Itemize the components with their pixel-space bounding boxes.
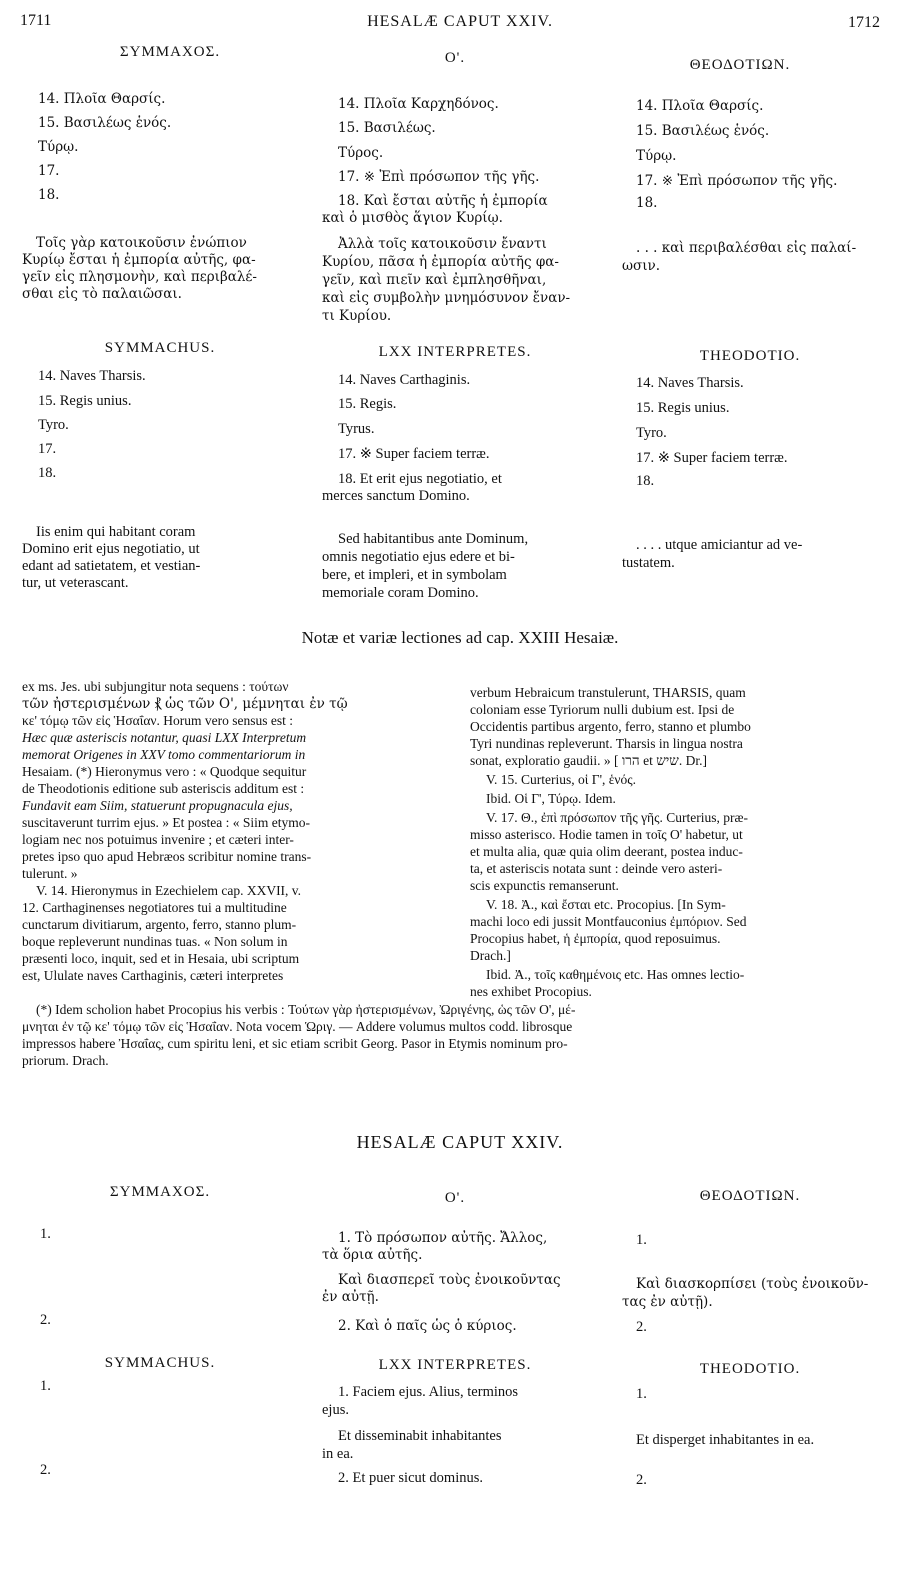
header-symmachus-greek-2: ΣΥΜΜΑΧΟΣ. <box>109 1184 211 1200</box>
verse-line: 18. <box>38 187 60 203</box>
verse-line: 1. <box>636 1232 647 1248</box>
footnote-line: impressos habere Ἠσαΐας, cum spiritu leni, et sic etiam scribit Georg. Pasor in Etymis nominum pro- <box>22 1036 568 1051</box>
note-line: sonat, exploratio gaudii. » [ הרו et שיש. Dr.] <box>470 753 707 768</box>
header-theodotion-latin-2: THEODOTIO. <box>699 1361 801 1377</box>
para-line: γεῖν εἰς πλησμονὴν, καὶ περιβαλέ- <box>22 269 257 285</box>
verse-line: 18. Καὶ ἔσται αὐτῆς ἡ ἐμπορία <box>338 193 548 209</box>
verse-line: Tyro. <box>636 425 667 441</box>
header-theodotion-greek: ΘΕΟΔΟΤΙΩΝ. <box>689 57 791 73</box>
header-symmachus-latin-2: SYMMACHUS. <box>104 1355 216 1371</box>
verse-line: 2. Et puer sicut dominus. <box>338 1470 483 1486</box>
verse-line: Καὶ διασκορπίσει (τοὺς ἐνοικοῦν- <box>636 1276 869 1292</box>
footnote-line: μνηται ἐν τῷ κε' τόμῳ τῶν εἰς Ἡσαΐαν. Nota vocem Ὡριγ. — Addere volumus multos codd. librosque <box>22 1019 573 1034</box>
footnote-line: priorum. Drach. <box>22 1053 109 1068</box>
note-line: κε' τόμῳ τῶν εἰς Ἡσαΐαν. Horum vero sensus est : <box>22 713 294 728</box>
para-line: bere, et impleri, et in symbolam <box>322 567 507 583</box>
verse-line: 14. Πλοῖα Θαρσίς. <box>636 98 764 114</box>
header-theodotion-latin: THEODOTIO. <box>699 348 801 364</box>
note-line: Ibid. Ἀ., τοῖς καθημένοις etc. Has omnes lectio- <box>486 967 745 982</box>
note-line: logiam nec nos potuimus invenire ; et cæteri inter- <box>22 832 294 847</box>
verse-line: 2. <box>40 1312 51 1328</box>
para-line: omnis negotiatio ejus edere et bi- <box>322 549 515 565</box>
verse-line: merces sanctum Domino. <box>322 488 470 504</box>
verse-line: 1. Τὸ πρόσωπον αὐτῆς. Ἄλλος, <box>338 1230 548 1246</box>
verse-line: Et disseminabit inhabitantes <box>338 1428 502 1444</box>
para-line: . . . καὶ περιβαλέσθαι εἰς παλαί- <box>636 240 857 256</box>
note-line: 12. Carthaginenses negotiatores tui a multitudine <box>22 900 287 915</box>
verse-line: 14. Πλοῖα Καρχηδόνος. <box>338 96 499 112</box>
note-line: suscitaverunt turrim ejus. » Et postea : « Siim etymo- <box>22 815 310 830</box>
note-line: cunctarum divitiarum, argento, ferro, stanno plum- <box>22 917 297 932</box>
verse-line: 18. <box>636 195 658 211</box>
verse-line: 15. Regis. <box>338 396 397 412</box>
note-line: machi loco edi jussit Montfauconius ἐμπόριον. Sed <box>470 914 747 929</box>
verse-line: 17. <box>38 163 60 179</box>
verse-line: 15. Βασιλέως ἑνός. <box>636 123 770 139</box>
note-line: et multa alia, quæ quia olim deerant, postea induc- <box>470 844 743 859</box>
verse-line: 1. <box>40 1226 51 1242</box>
header-lxx-latin: LXX INTERPRETES. <box>378 344 532 360</box>
verse-line: 18. <box>38 465 57 481</box>
para-line: Κυρίου, πᾶσα ἡ ἐμπορία αὐτῆς φα- <box>322 254 559 270</box>
verse-line: ἐν αὐτῇ. <box>322 1289 379 1305</box>
verse-line: καὶ ὁ μισθὸς ἅγιον Κυρίῳ. <box>322 210 503 226</box>
verse-line: 15. Regis unius. <box>636 400 730 416</box>
note-line: boque repleverunt nundinas tuas. « Non solum in <box>22 934 288 949</box>
verse-line: 2. <box>40 1462 51 1478</box>
note-line: misso asterisco. Hodie tamen in τοῖς Ο' habetur, ut <box>470 827 743 842</box>
note-line: V. 15. Curterius, οἱ Γ', ἑνός. <box>486 772 636 787</box>
para-line: σθαι εἰς τὸ παλαιῶσαι. <box>22 286 182 302</box>
verse-line: 17. ※ Super faciem terræ. <box>338 446 490 462</box>
verse-line: 14. Naves Tharsis. <box>636 375 744 391</box>
verse-line: 15. Regis unius. <box>38 393 132 409</box>
note-line: verbum Hebraicum transtulerunt, THARSIS, quam <box>470 685 746 700</box>
verse-line: 18. <box>636 473 655 489</box>
para-line: . . . . utque amiciantur ad ve- <box>636 537 803 553</box>
note-line: Drach.] <box>470 948 511 963</box>
verse-line: in ea. <box>322 1446 354 1462</box>
verse-line: Καὶ διασπερεῖ τοὺς ἐνοικοῦντας <box>338 1272 561 1288</box>
verse-line: ejus. <box>322 1402 349 1418</box>
header-symmachus-latin: SYMMACHUS. <box>104 340 216 356</box>
verse-line: Tyro. <box>38 417 69 433</box>
para-line: tur, ut veterascant. <box>22 575 129 591</box>
note-line: nes exhibet Procopius. <box>470 984 592 999</box>
verse-line: 2. <box>636 1319 647 1335</box>
note-line: Procopius habet, ἡ ἐμπορία, quod reposuimus. <box>470 931 721 946</box>
verse-line: 18. Et erit ejus negotiatio, et <box>338 471 502 487</box>
note-line: memorat Origenes in XXV tomo commentariorum in <box>22 747 306 762</box>
para-line: ωσιν. <box>622 258 661 274</box>
note-line: Fundavit eam Siim, statuerunt propugnacula ejus, <box>22 798 293 813</box>
verse-line: Tyrus. <box>338 421 375 437</box>
verse-line: Et disperget inhabitantes in ea. <box>636 1432 815 1448</box>
para-line: tustatem. <box>622 555 675 571</box>
verse-line: Τύρος. <box>338 145 384 161</box>
para-line: edant ad satietatem, et vestian- <box>22 558 201 574</box>
note-line: ex ms. Jes. ubi subjungitur nota sequens : τούτων <box>22 679 289 694</box>
verse-line: 2. <box>636 1472 647 1488</box>
page-number-left: 1711 <box>20 12 52 29</box>
verse-line: Τύρῳ. <box>38 139 79 155</box>
header-lxx-latin-2: LXX INTERPRETES. <box>378 1357 532 1373</box>
header-lxx-greek: Ο'. <box>444 50 466 66</box>
para-line: Κυρίῳ ἔσται ἡ ἐμπορία αὐτῆς, φα- <box>22 252 256 268</box>
note-line: præsenti loco, inquit, sed et in Hesaia, ubi scriptum <box>22 951 300 966</box>
para-line: Ἀλλὰ τοῖς κατοικοῦσιν ἔναντι <box>338 236 547 252</box>
verse-line: 1. Faciem ejus. Alius, terminos <box>338 1384 519 1400</box>
note-line: τῶν ἠστερισμένων ⳩ ὡς τῶν Ο', μέμνηται ἐν τῷ <box>22 696 348 712</box>
para-line: γεῖν, καὶ πιεῖν καὶ ἐμπλησθῆναι, <box>322 272 547 288</box>
header-lxx-greek-2: Ο'. <box>444 1190 466 1206</box>
note-line: tulerunt. » <box>22 866 78 881</box>
verse-line: 15. Βασιλέως. <box>338 120 436 136</box>
verse-line: 17. ※ Super faciem terræ. <box>636 450 788 466</box>
note-line: scis expunctis remanserunt. <box>470 878 619 893</box>
para-line: καὶ εἰς συμβολὴν μνημόσυνον ἔναν- <box>322 290 571 306</box>
note-line: pretes ipso quo apud Hebræos scribitur nomine trans- <box>22 849 312 864</box>
verse-line: 14. Naves Carthaginis. <box>338 372 471 388</box>
note-line: Hæc quæ asteriscis notantur, quasi LXX Interpretum <box>22 730 307 745</box>
note-line: V. 18. Ἀ., καὶ ἔσται etc. Procopius. [In Sym- <box>486 897 726 912</box>
note-line: coloniam esse Tyriorum nulli dubium est. Ipsi de <box>470 702 735 717</box>
note-line: ta, et asteriscis notata sunt : deinde vero asteri- <box>470 861 723 876</box>
notes-title: Notæ et variæ lectiones ad cap. XXIII Hesaiæ. <box>301 628 619 647</box>
para-line: Sed habitantibus ante Dominum, <box>338 531 529 547</box>
para-line: memoriale coram Domino. <box>322 585 479 601</box>
page-number-right: 1712 <box>848 14 880 31</box>
para-line: Τοῖς γὰρ κατοικοῦσιν ἐνώπιον <box>36 235 247 251</box>
verse-line: 14. Πλοῖα Θαρσίς. <box>38 91 166 107</box>
verse-line: Τύρῳ. <box>636 148 677 164</box>
header-theodotion-greek-2: ΘΕΟΔΟΤΙΩΝ. <box>699 1188 801 1204</box>
note-line: de Theodotionis editione sub asteriscis additum est : <box>22 781 305 796</box>
note-line: V. 14. Hieronymus in Ezechielem cap. XXVII, v. <box>36 883 302 898</box>
note-line: Hesaiam. (*) Hieronymus vero : « Quodque sequitur <box>22 764 307 779</box>
verse-line: τὰ ὅρια αὐτῆς. <box>322 1247 423 1263</box>
note-line: V. 17. Θ., ἐπὶ πρόσωπον τῆς γῆς. Curterius, præ- <box>486 810 748 825</box>
note-line: Ibid. Οἱ Γ', Τύρῳ. Idem. <box>486 791 616 806</box>
verse-line: 14. Naves Tharsis. <box>38 368 146 384</box>
verse-line: 17. ※ Ἐπὶ πρόσωπον τῆς γῆς. <box>338 169 540 185</box>
verse-line: 17. ※ Ἐπὶ πρόσωπον τῆς γῆς. <box>636 173 838 189</box>
footnote-line: (*) Idem scholion habet Procopius his verbis : Τούτων γὰρ ἠστερισμένων, Ὠριγένης, ὡς τῶν Ο', μέ- <box>36 1002 576 1017</box>
verse-line: 1. <box>636 1386 647 1402</box>
header-symmachus-greek: ΣΥΜΜΑΧΟΣ. <box>119 44 221 60</box>
verse-line: 15. Βασιλέως ἑνός. <box>38 115 172 131</box>
note-line: Occidentis partibus argento, ferro, stanno et plumbo <box>470 719 751 734</box>
para-line: Domino erit ejus negotiatio, ut <box>22 541 200 557</box>
verse-line: 17. <box>38 441 57 457</box>
para-line: τι Κυρίου. <box>322 308 392 324</box>
verse-line: 2. Καὶ ὁ παῖς ὡς ὁ κύριος. <box>338 1318 517 1334</box>
para-line: Iis enim qui habitant coram <box>36 524 196 540</box>
running-head-title: HESALÆ CAPUT XXIV. <box>367 13 553 30</box>
note-line: est, Ululate naves Carthaginis, cæteri interpretes <box>22 968 284 983</box>
verse-line: 1. <box>40 1378 51 1394</box>
verse-line: τας ἐν αὐτῇ). <box>622 1294 713 1310</box>
chapter-title: HESALÆ CAPUT XXIV. <box>356 1132 564 1152</box>
note-line: Tyri nundinas repleverunt. Tharsis in lingua nostra <box>470 736 743 751</box>
